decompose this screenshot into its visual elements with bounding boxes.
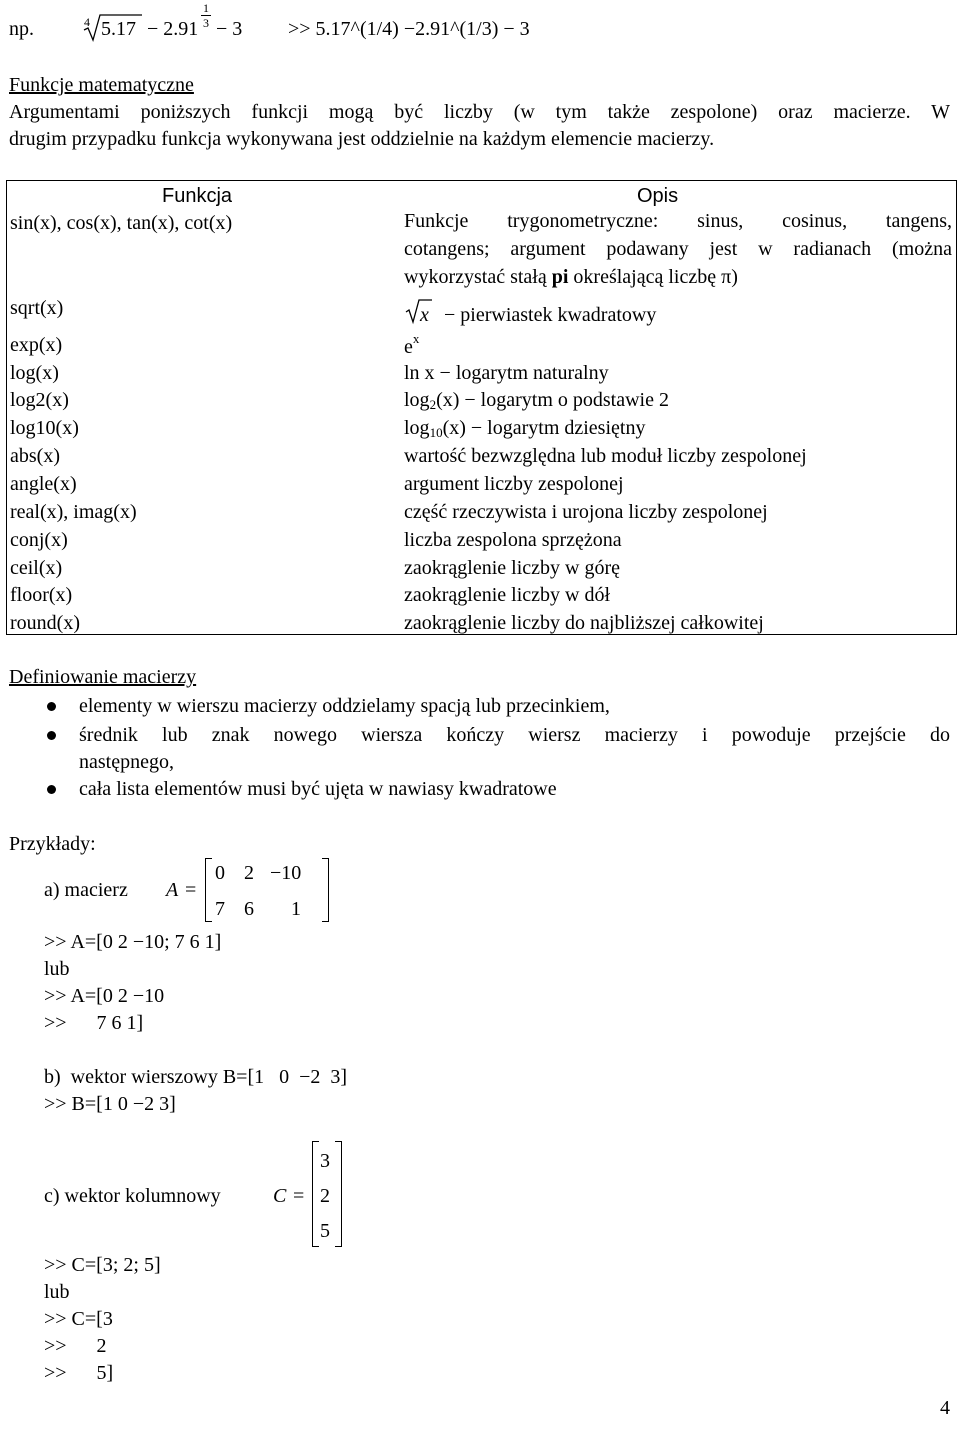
exp-base: e xyxy=(404,336,413,358)
table-row-func: log2(x) xyxy=(10,389,69,411)
minus-three: − 3 xyxy=(216,18,243,40)
table-row-func: angle(x) xyxy=(10,473,77,495)
log-text: log xyxy=(404,417,430,439)
section-heading-definitions: Definiowanie macierzy xyxy=(9,666,197,688)
code-line: >> A=[0 2 −10 xyxy=(44,985,165,1007)
minus-term: − 2.91 xyxy=(147,18,199,40)
exp-desc xyxy=(404,331,420,358)
table-row-func: floor(x) xyxy=(10,584,73,606)
exp-superscript: x xyxy=(412,331,420,346)
section-heading-functions: Funkcje matematyczne xyxy=(9,74,194,96)
bullet-icon xyxy=(47,731,56,740)
exponent-numerator: 1 xyxy=(203,1,209,15)
vector-cell: 2 xyxy=(320,1185,330,1207)
equals-sign: = xyxy=(293,1185,305,1207)
trig-desc-line-3-pre: wykorzystać stałą xyxy=(404,266,552,288)
intro-line-2: drugim przypadku funkcja wykonywana jest oddzielnie na każdym elemencie macierzy. xyxy=(9,128,715,150)
lub-text: lub xyxy=(44,1281,70,1303)
table-row-desc: zaokrąglenie liczby do najbliższej całkowitej xyxy=(404,612,764,634)
trig-desc-line-1: Funkcje trygonometryczne: sinus, cosinus, tangens, xyxy=(404,210,952,232)
code-line: >> C=[3 xyxy=(44,1308,113,1330)
table-row-func: abs(x) xyxy=(10,445,60,467)
definition-bullet-1: elementy w wierszu macierzy oddzielamy spacją lub przecinkiem, xyxy=(79,695,610,717)
table-row-func: exp(x) xyxy=(10,334,63,356)
code-line: >> A=[0 2 −10; 7 6 1] xyxy=(44,931,222,953)
matrix-cell: −10 xyxy=(270,862,302,884)
definition-bullet-2-line-1: średnik lub znak nowego wiersza kończy wiersz macierzy i powoduje przejście do xyxy=(79,724,950,746)
table-header-funkcja: Funkcja xyxy=(162,185,233,207)
sqrt-sign-icon xyxy=(404,297,434,325)
table-row-desc: część rzeczywista i urojona liczby zespolonej xyxy=(404,501,768,523)
log-desc-rest: (x) − logarytm dziesiętny xyxy=(442,417,646,439)
bullet-icon xyxy=(47,702,56,711)
code-line: >> 7 6 1] xyxy=(44,1012,144,1034)
sqrt-desc: − pierwiastek kwadratowy xyxy=(444,304,657,326)
log-text: log xyxy=(404,389,430,411)
left-bracket-icon xyxy=(312,1141,319,1247)
example-c-label: c) wektor kolumnowy xyxy=(44,1185,221,1207)
matrix-cell: 6 xyxy=(244,898,254,920)
code-line: >> C=[3; 2; 5] xyxy=(44,1254,161,1276)
table-row-func: round(x) xyxy=(10,612,80,634)
log-subscript: 2 xyxy=(429,397,437,412)
root-index: 4 xyxy=(84,15,90,29)
matrix-cell: 0 xyxy=(215,862,225,884)
bullet-icon xyxy=(47,785,56,794)
definition-bullet-2-line-2: następnego, xyxy=(79,751,174,773)
log-desc-rest: (x) − logarytm o podstawie 2 xyxy=(436,389,669,411)
matrix-a-var: A xyxy=(166,879,179,901)
code-line: >> B=[1 0 −2 3] xyxy=(44,1093,176,1115)
code-line: >> 2 xyxy=(44,1335,107,1357)
table-row-desc: liczba zespolona sprzężona xyxy=(404,529,622,551)
matrix-cell: 2 xyxy=(244,862,254,884)
table-header-opis: Opis xyxy=(637,185,679,207)
matrix-cell: 1 xyxy=(291,898,301,920)
table-row-desc: zaokrąglenie liczby w dół xyxy=(404,584,611,606)
table-row-func: log(x) xyxy=(10,362,59,384)
table-row-desc: argument liczby zespolonej xyxy=(404,473,624,495)
right-bracket-icon xyxy=(335,1141,342,1247)
vector-c-var: C xyxy=(273,1185,287,1207)
vector-cell: 5 xyxy=(320,1220,330,1242)
lub-text: lub xyxy=(44,958,70,980)
exponent-denominator: 3 xyxy=(203,16,209,30)
definition-bullet-3: cała lista elementów musi być ujęta w nawiasy kwadratowe xyxy=(79,778,557,800)
trig-desc-line-3 xyxy=(404,263,738,291)
page-number: 4 xyxy=(940,1397,950,1419)
functions-table xyxy=(6,180,957,635)
table-row-desc: zaokrąglenie liczby w górę xyxy=(404,557,621,579)
examples-heading: Przykłady: xyxy=(9,833,96,855)
table-row-func: ceil(x) xyxy=(10,557,63,579)
example-b-label: b) wektor wierszowy B=[1 0 −2 3] xyxy=(44,1066,348,1088)
trig-desc-line-2: cotangens; argument podawany jest w radianach (można xyxy=(404,238,952,260)
table-row-func: sqrt(x) xyxy=(10,297,64,319)
equals-sign: = xyxy=(185,879,197,901)
top-command: >> 5.17^(1/4) −2.91^(1/3) − 3 xyxy=(288,18,530,40)
example-a-label: a) macierz xyxy=(44,879,128,901)
matrix-cell: 7 xyxy=(215,898,225,920)
vector-cell: 3 xyxy=(320,1150,330,1172)
log-subscript: 10 xyxy=(429,425,443,440)
trig-desc-line-3-post: określającą liczbę π) xyxy=(568,266,738,288)
table-row-desc: wartość bezwzględna lub moduł liczby zespolonej xyxy=(404,445,807,467)
sqrt-radicand: x xyxy=(420,304,429,326)
table-row-func: sin(x), cos(x), tan(x), cot(x) xyxy=(10,212,233,234)
left-bracket-icon xyxy=(205,858,212,922)
table-row-func: conj(x) xyxy=(10,529,68,551)
radicand: 5.17 xyxy=(101,18,136,40)
log10-desc xyxy=(404,418,645,438)
pi-constant: pi xyxy=(551,266,569,288)
log2-desc xyxy=(404,390,669,410)
intro-line-1: Argumentami poniższych funkcji mogą być liczby (w tym także zespolone) oraz macierze. W xyxy=(9,101,950,123)
code-line: >> 5] xyxy=(44,1362,114,1384)
table-row-func: log10(x) xyxy=(10,417,79,439)
right-bracket-icon xyxy=(322,858,329,922)
np-label: np. xyxy=(9,18,34,40)
table-row-desc: ln x − logarytm naturalny xyxy=(404,362,609,384)
table-row-func: real(x), imag(x) xyxy=(10,501,137,523)
